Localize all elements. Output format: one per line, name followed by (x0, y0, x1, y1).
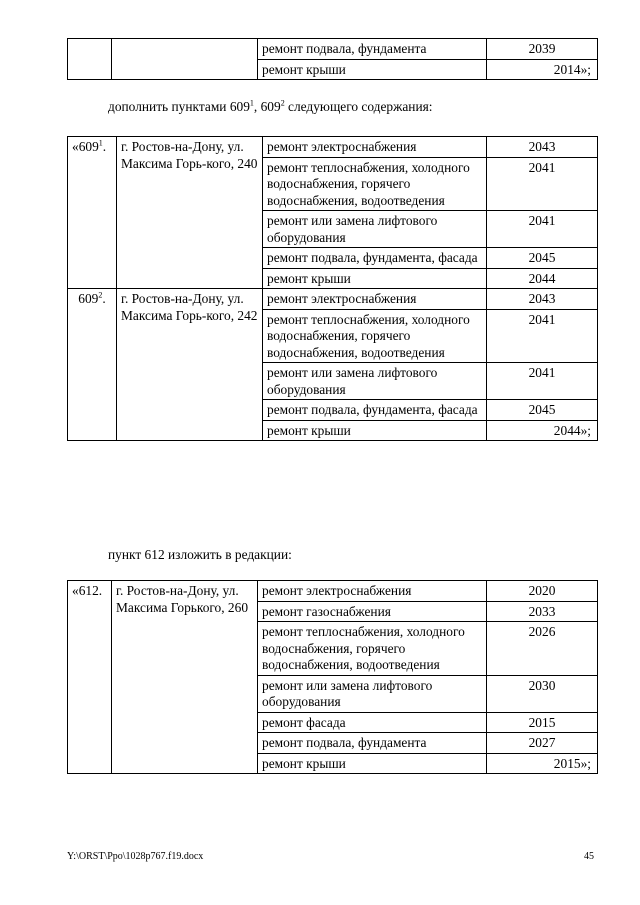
amendment-paragraph: пункт 612 изложить в редакции: (108, 547, 292, 562)
year-cell: 2044»; (487, 420, 598, 441)
year-cell: 2045 (487, 248, 598, 269)
work-cell: ремонт подвала, фундамента (258, 39, 487, 60)
work-cell: ремонт фасада (258, 712, 487, 733)
year-cell: 2027 (487, 733, 598, 754)
table-row (68, 137, 598, 158)
address-cell: г. Ростов-на-Дону, ул. Максима Горь-кого, 242 (117, 289, 263, 441)
number-cell: «$609^1$. (68, 137, 117, 289)
address-cell: г. Ростов-на-Дону, ул. Максима Горь-кого, 240 (117, 137, 263, 289)
work-cell: ремонт или замена лифтового оборудования (258, 675, 487, 712)
year-cell: 2033 (487, 601, 598, 622)
year-cell: 2043 (487, 137, 598, 158)
paragraph-text: следующего содержания: (284, 99, 433, 114)
work-cell: ремонт подвала, фундамента, фасада (263, 248, 487, 269)
work-cell: ремонт крыши (258, 753, 487, 774)
work-cell: ремонт электроснабжения (263, 289, 487, 310)
address-cell: г. Ростов-на-Дону, ул. Максима Горького, 260 (112, 581, 258, 774)
number-cell: «612. (68, 581, 112, 774)
work-cell: ремонт электроснабжения (263, 137, 487, 158)
work-cell: ремонт газоснабжения (258, 601, 487, 622)
work-cell: ремонт теплоснабжения, холодного водоснабжения, горячего водоснабжения, водоотведения (263, 157, 487, 211)
table-row (68, 581, 598, 602)
work-cell: ремонт электроснабжения (258, 581, 487, 602)
year-cell: 2041 (487, 363, 598, 400)
paragraph-text: дополнить пунктами 609 (108, 99, 250, 114)
items-609-table (67, 136, 598, 441)
work-cell: ремонт подвала, фундамента, фасада (263, 400, 487, 421)
year-cell: 2015»; (487, 753, 598, 774)
work-cell: ремонт крыши (258, 59, 487, 80)
year-cell: 2045 (487, 400, 598, 421)
superscript: 2 (280, 98, 285, 108)
work-cell: ремонт крыши (263, 420, 487, 441)
work-cell: ремонт крыши (263, 268, 487, 289)
year-cell: 2014»; (487, 59, 598, 80)
year-cell: 2039 (487, 39, 598, 60)
year-cell: 2044 (487, 268, 598, 289)
number-cell (68, 39, 112, 80)
year-cell: 2015 (487, 712, 598, 733)
work-cell: ремонт теплоснабжения, холодного водоснабжения, горячего водоснабжения, водоотведения (258, 622, 487, 676)
number-cell: $609^2$. (68, 289, 117, 441)
work-cell: ремонт подвала, фундамента (258, 733, 487, 754)
continuation-table (67, 38, 598, 80)
year-cell: 2043 (487, 289, 598, 310)
work-cell: ремонт или замена лифтового оборудования (263, 363, 487, 400)
page-number: 45 (584, 851, 594, 862)
work-cell: ремонт теплоснабжения, холодного водоснабжения, горячего водоснабжения, водоотведения (263, 309, 487, 363)
year-cell: 2041 (487, 211, 598, 248)
year-cell: 2041 (487, 309, 598, 363)
work-cell: ремонт или замена лифтового оборудования (263, 211, 487, 248)
paragraph-text: , 609 (253, 99, 281, 114)
year-cell: 2041 (487, 157, 598, 211)
file-path-footer: Y:\ORST\Ppo\1028p767.f19.docx (67, 851, 204, 862)
table-row (68, 39, 598, 60)
amendment-paragraph (108, 98, 433, 116)
superscript: 1 (249, 98, 254, 108)
year-cell: 2030 (487, 675, 598, 712)
item-612-table (67, 580, 598, 774)
address-cell (112, 39, 258, 80)
year-cell: 2026 (487, 622, 598, 676)
table-row (68, 289, 598, 310)
year-cell: 2020 (487, 581, 598, 602)
